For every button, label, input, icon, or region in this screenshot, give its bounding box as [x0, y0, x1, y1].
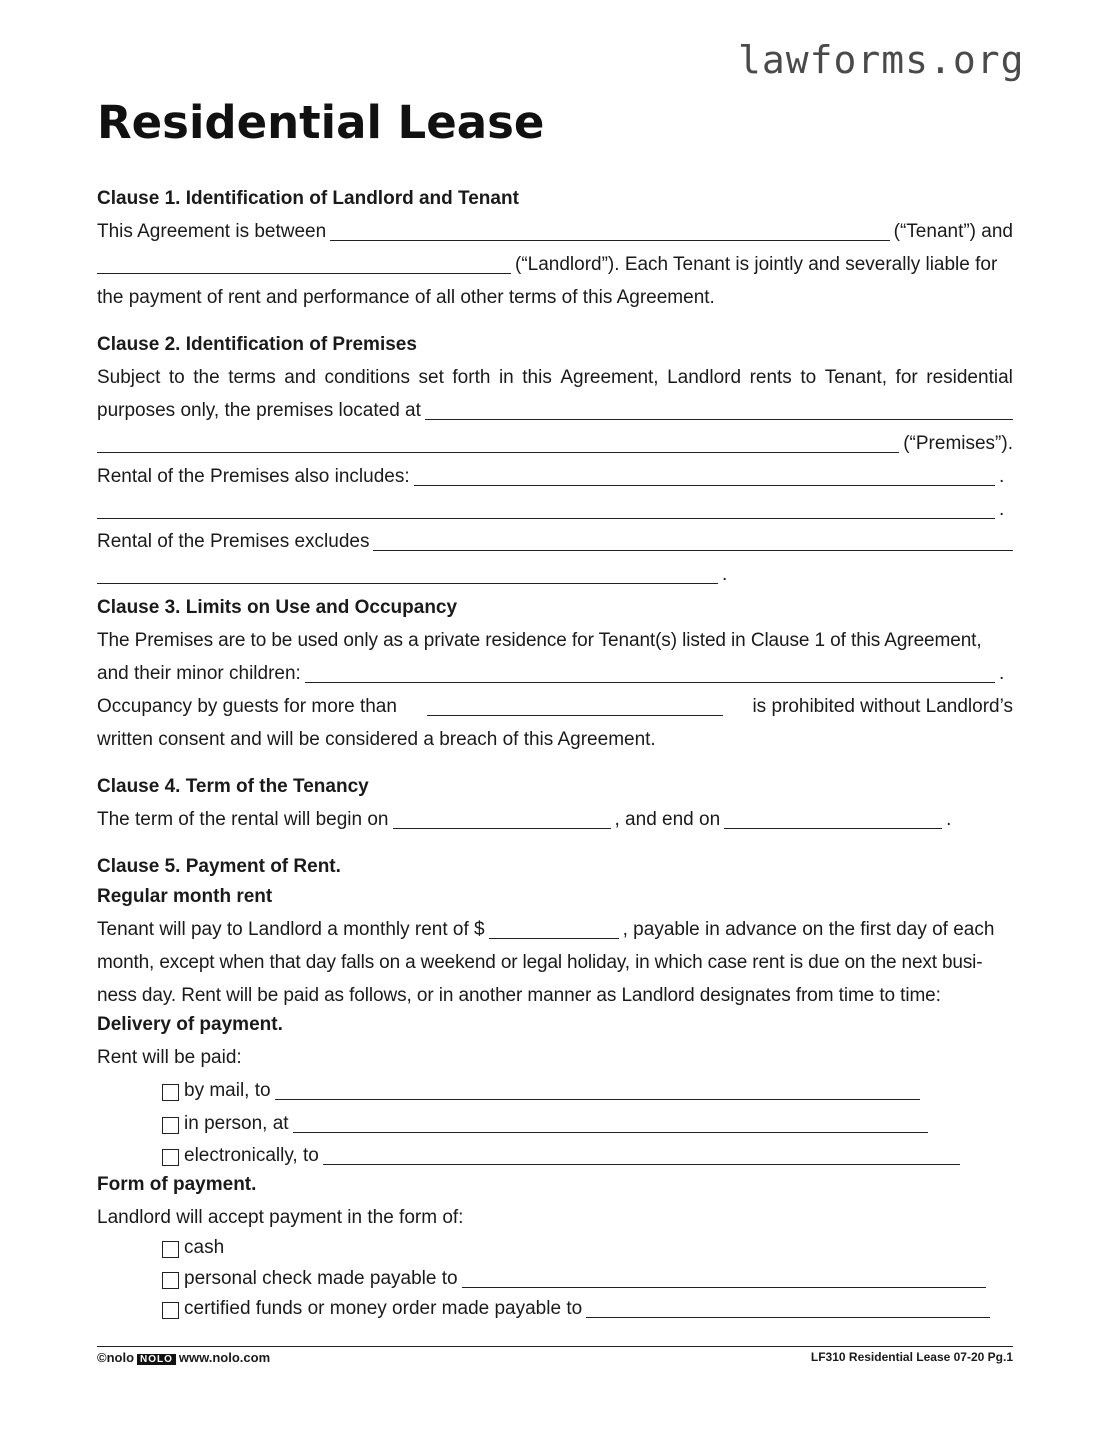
rent-text: , payable in advance on the first day of each: [622, 919, 995, 940]
electronic-account-field[interactable]: [323, 1144, 960, 1165]
tenant-name-field[interactable]: [330, 220, 889, 241]
option-label: electronically, to: [184, 1145, 319, 1166]
landlord-name-field[interactable]: [97, 253, 511, 274]
mail-checkbox[interactable]: [162, 1084, 179, 1101]
guest-days-field[interactable]: [427, 695, 723, 716]
clause2-word: Subject: [97, 367, 161, 388]
footer-form-id: LF310 Residential Lease 07-20 Pg.1: [810, 1350, 1013, 1364]
check-payee-field[interactable]: [462, 1267, 986, 1288]
clause2-word: and: [284, 367, 316, 388]
clause3-line3: [97, 694, 1013, 720]
form-intro: Landlord will accept payment in the form of:: [97, 1207, 464, 1228]
rent-line3: ness day. Rent will be paid as follows, or in another manner as Landlord designates from time to time:: [97, 985, 941, 1006]
includes-label: Rental of the Premises also includes:: [97, 466, 410, 487]
clause2-word: set: [418, 367, 444, 388]
option-label: certified funds or money order made payable to: [184, 1298, 583, 1319]
clause3-line2: [97, 661, 1013, 687]
includes-line: [97, 464, 1013, 490]
minor-children-field[interactable]: [305, 662, 995, 683]
cash-checkbox[interactable]: [162, 1241, 179, 1258]
clause2-word: to: [168, 367, 185, 388]
clause2-line2: [97, 398, 1013, 424]
clause2-word: residential: [926, 367, 1013, 388]
option-label: by mail, to: [184, 1080, 271, 1101]
form-subheading: Form of payment.: [97, 1174, 257, 1195]
excludes-line-2: [97, 562, 1013, 588]
clause2-word: Tenant,: [824, 367, 888, 388]
clause2-word: for: [895, 367, 918, 388]
check-checkbox[interactable]: [162, 1272, 179, 1289]
delivery-option-mail: [162, 1078, 924, 1104]
clause2-word: Agreement,: [560, 367, 659, 388]
clause3-heading: Clause 3. Limits on Use and Occupancy: [97, 597, 458, 618]
clause2-word: this: [522, 367, 552, 388]
excludes-field[interactable]: [373, 530, 1013, 551]
clause4-text: The term of the rental will begin on: [97, 809, 389, 830]
start-date-field[interactable]: [393, 808, 611, 829]
delivery-option-in-person: [162, 1111, 932, 1137]
electronic-checkbox[interactable]: [162, 1149, 179, 1166]
clause3-text: Occupancy by guests for more than: [97, 696, 397, 717]
premises-address-field[interactable]: [425, 399, 1013, 420]
option-label: personal check made payable to: [184, 1268, 458, 1289]
footer-left: [97, 1350, 270, 1365]
rent-text: Tenant will pay to Landlord a monthly rent of $: [97, 919, 485, 940]
delivery-subheading: Delivery of payment.: [97, 1014, 283, 1035]
clause2-text: (“Premises”).: [903, 433, 1013, 454]
premises-address-field-2[interactable]: [97, 432, 899, 453]
form-option-certified: [162, 1296, 994, 1322]
form-option-check: [162, 1266, 990, 1292]
clause2-line3: [97, 431, 1013, 457]
clause3-text: is prohibited without Landlord’s: [752, 696, 1013, 717]
delivery-intro: Rent will be paid:: [97, 1047, 242, 1068]
excludes-field-2[interactable]: [97, 563, 718, 584]
clause4-heading: Clause 4. Term of the Tenancy: [97, 776, 369, 797]
monthly-rent-field[interactable]: [489, 918, 619, 939]
clause4-text: , and end on: [614, 809, 721, 830]
clause1-text: (“Landlord”). Each Tenant is jointly and severally liable for: [515, 254, 998, 275]
clause2-word: Landlord: [667, 367, 742, 388]
in-person-location-field[interactable]: [293, 1112, 928, 1133]
excludes-label: Rental of the Premises excludes: [97, 531, 370, 552]
option-label: cash: [184, 1237, 225, 1258]
period: .: [999, 466, 1005, 487]
form-option-cash: [162, 1235, 462, 1261]
clause1-heading: Clause 1. Identification of Landlord and Tenant: [97, 188, 519, 209]
document-title: Residential Lease: [97, 96, 545, 149]
nolo-logo: NOLO: [137, 1354, 176, 1365]
includes-field[interactable]: [414, 465, 995, 486]
clause3-line1: The Premises are to be used only as a private residence for Tenant(s) listed in Clause 1 of this Agreement,: [97, 630, 982, 651]
includes-line-2: [97, 497, 1013, 523]
rent-line1: [97, 917, 1013, 943]
clause3-line4: written consent and will be considered a breach of this Agreement.: [97, 729, 656, 750]
regular-rent-subheading: Regular month rent: [97, 886, 273, 907]
clause3-text: and their minor children:: [97, 663, 301, 684]
clause2-word: rents: [749, 367, 792, 388]
clause2-word: conditions: [324, 367, 410, 388]
clause2-word: to: [800, 367, 817, 388]
watermark-logo: lawforms.org: [738, 38, 1025, 82]
clause2-word: in: [498, 367, 514, 388]
mail-address-field[interactable]: [275, 1079, 920, 1100]
clause2-line1: [97, 365, 1013, 391]
certified-payee-field[interactable]: [586, 1297, 990, 1318]
in-person-checkbox[interactable]: [162, 1117, 179, 1134]
period: .: [722, 564, 728, 585]
clause2-heading: Clause 2. Identification of Premises: [97, 334, 417, 355]
clause1-text: This Agreement is between: [97, 221, 327, 242]
end-date-field[interactable]: [724, 808, 942, 829]
period: .: [999, 663, 1005, 684]
clause1-line2: [97, 252, 1013, 278]
footer-url[interactable]: www.nolo.com: [178, 1350, 271, 1365]
period: .: [999, 499, 1005, 520]
clause1-line1: [97, 219, 1013, 245]
excludes-line: [97, 529, 1013, 555]
clause2-text: purposes only, the premises located at: [97, 400, 421, 421]
period: .: [946, 809, 952, 830]
clause1-line3: the payment of rent and performance of all other terms of this Agreement.: [97, 287, 715, 308]
clause5-heading: Clause 5. Payment of Rent.: [97, 856, 341, 877]
clause4-line1: [97, 807, 1013, 833]
clause2-word: terms: [228, 367, 276, 388]
clause2-word: the: [193, 367, 220, 388]
copyright-text: ©nolo: [97, 1350, 135, 1365]
certified-checkbox[interactable]: [162, 1302, 179, 1319]
clause2-word: forth: [452, 367, 491, 388]
includes-field-2[interactable]: [97, 498, 995, 519]
footer-divider: [97, 1346, 1013, 1347]
clause1-text: (“Tenant”) and: [893, 221, 1013, 242]
option-label: in person, at: [184, 1113, 289, 1134]
delivery-option-electronic: [162, 1143, 964, 1169]
rent-line2: month, except when that day falls on a weekend or legal holiday, in which case rent is due on the next busi-: [97, 952, 983, 973]
